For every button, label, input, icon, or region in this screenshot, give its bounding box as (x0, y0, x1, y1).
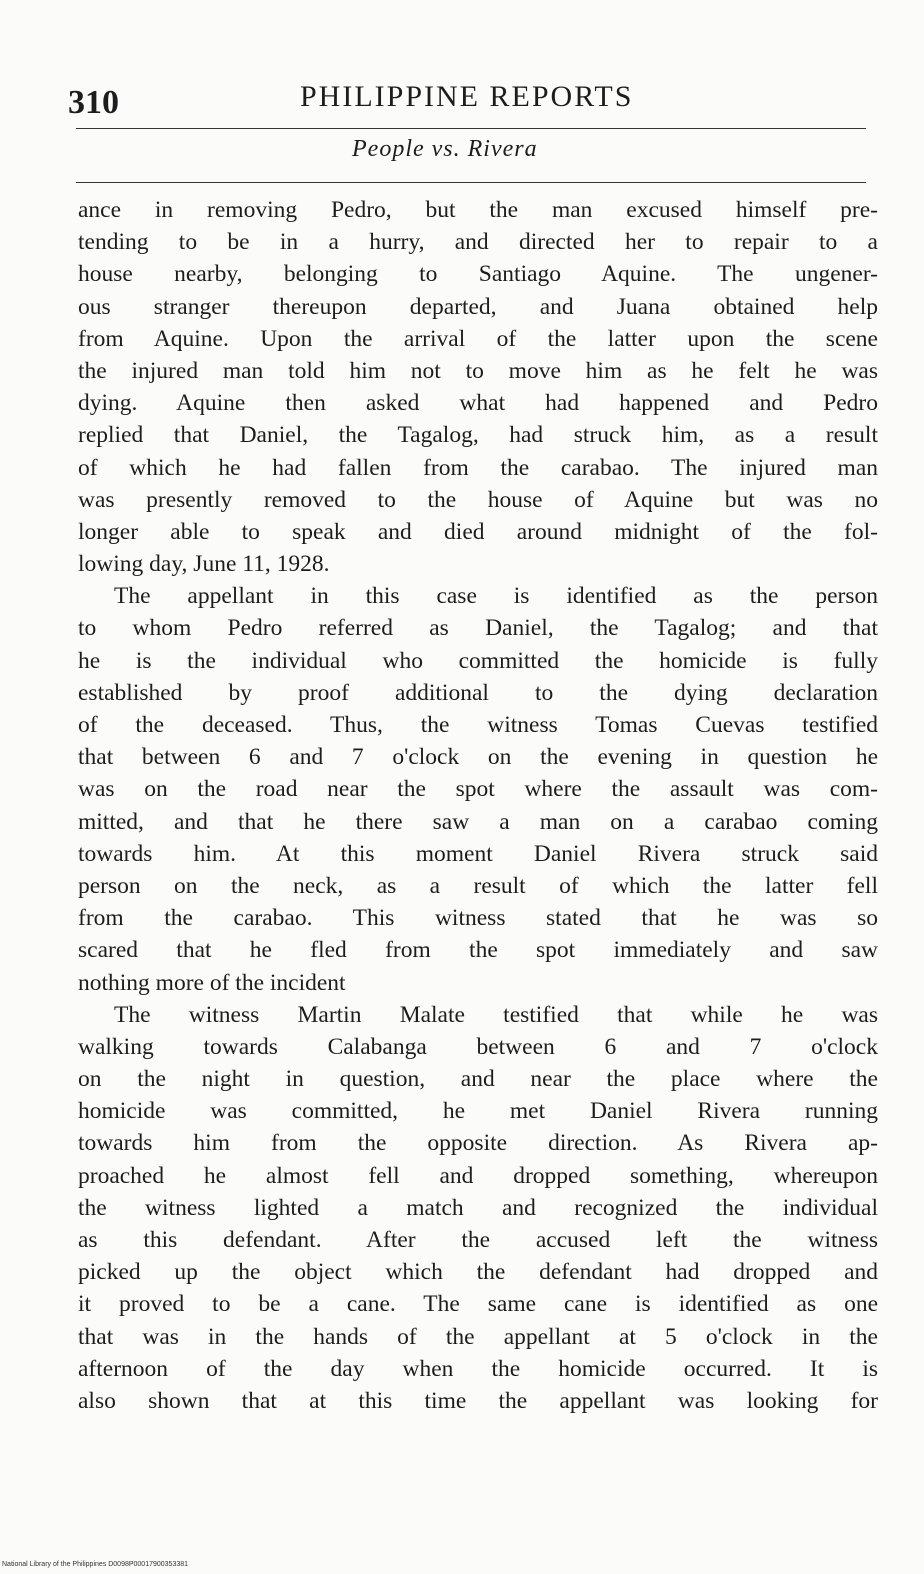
text-line: person on the neck, as a result of which the latter fell (78, 872, 878, 899)
text-line: longer able to speak and died around midnight of the fol- (78, 518, 878, 545)
header-rule-top (76, 128, 866, 129)
text-line: was presently removed to the house of Aquine but was no (78, 486, 878, 513)
text-line: to whom Pedro referred as Daniel, the Tagalog; and that (78, 615, 878, 642)
text-line: also shown that at this time the appellant was looking for (78, 1387, 878, 1414)
text-line: The witness Martin Malate testified that while he was (114, 1001, 878, 1028)
text-line: afternoon of the day when the homicide occurred. It is (78, 1355, 878, 1382)
running-title: PHILIPPINE REPORTS (300, 80, 634, 113)
text-line: ous stranger thereupon departed, and Juana obtained help (78, 293, 878, 320)
text-line: the injured man told him not to move him as he felt he was (78, 357, 878, 384)
text-line: mitted, and that he there saw a man on a carabao coming (78, 808, 878, 835)
text-line: from Aquine. Upon the arrival of the latter upon the scene (78, 325, 878, 352)
text-line: house nearby, belonging to Santiago Aquine. The ungener- (78, 261, 878, 288)
text-line: was on the road near the spot where the assault was com- (78, 776, 878, 803)
text-line: it proved to be a cane. The same cane is identified as one (78, 1291, 878, 1318)
text-line: as this defendant. After the accused left the witness (78, 1227, 878, 1253)
text-line: that was in the hands of the appellant at 5 o'clock in the (78, 1323, 878, 1350)
body-text (78, 194, 878, 1417)
text-line: replied that Daniel, the Tagalog, had struck him, as a result (78, 422, 878, 449)
text-line: established by proof additional to the dying declaration (78, 679, 878, 706)
text-line: picked up the object which the defendant had dropped and (78, 1259, 878, 1286)
text-line: dying. Aquine then asked what had happened and Pedro (78, 390, 878, 417)
text-line: proached he almost fell and dropped something, whereupon (78, 1162, 878, 1189)
text-line: The appellant in this case is identified as the person (114, 583, 878, 610)
text-line: on the night in question, and near the place where the (78, 1066, 878, 1093)
text-line: towards him. At this moment Daniel Rivera struck said (78, 840, 878, 867)
text-line: the witness lighted a match and recognized the individual (78, 1194, 878, 1221)
header-rule-bottom (76, 182, 866, 183)
text-line: nothing more of the incident (78, 969, 346, 996)
text-line: lowing day, June 11, 1928. (78, 551, 330, 578)
page-number: 310 (68, 84, 119, 121)
text-line: ance in removing Pedro, but the man excused himself pre- (78, 197, 878, 223)
scan-footer: National Library of the Philippines D0098P00017900353381 (2, 1561, 189, 1568)
text-line: scared that he fled from the spot immediately and saw (78, 937, 878, 964)
text-line: that between 6 and 7 o'clock on the evening in question he (78, 744, 878, 771)
text-line: of which he had fallen from the carabao. The injured man (78, 454, 878, 481)
text-line: homicide was committed, he met Daniel Rivera running (78, 1098, 878, 1125)
text-line: he is the individual who committed the homicide is fully (78, 647, 878, 674)
text-line: of the deceased. Thus, the witness Tomas Cuevas testified (78, 712, 878, 738)
text-line: walking towards Calabanga between 6 and 7 o'clock (78, 1033, 878, 1060)
case-title: People vs. Rivera (352, 136, 538, 162)
text-line: from the carabao. This witness stated that he was so (78, 905, 878, 932)
text-line: tending to be in a hurry, and directed her to repair to a (78, 229, 878, 256)
text-line: towards him from the opposite direction. As Rivera ap- (78, 1130, 878, 1157)
